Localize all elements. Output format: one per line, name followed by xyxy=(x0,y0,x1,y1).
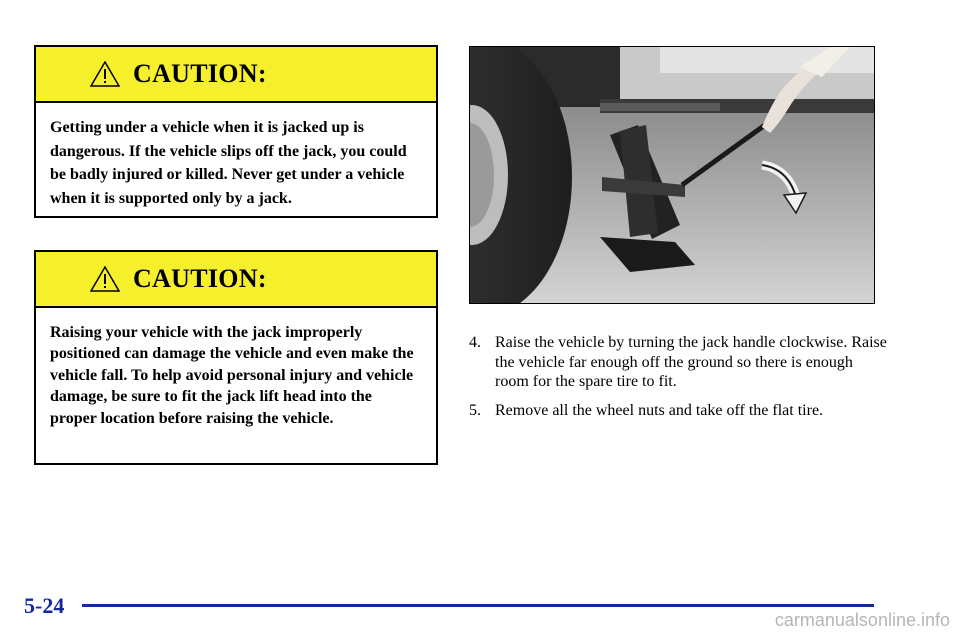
warning-triangle-icon xyxy=(90,266,120,292)
caution-box xyxy=(34,250,438,465)
caution-header xyxy=(36,252,436,308)
page-number: 5-24 xyxy=(24,593,65,618)
step-number: 4. xyxy=(469,334,481,351)
step-text: Remove all the wheel nuts and take off the flat tire. xyxy=(495,401,824,419)
step-number: 5. xyxy=(469,401,481,419)
watermark-text: carmanualsonline.info xyxy=(774,610,950,630)
list-item xyxy=(469,333,889,392)
caution-box xyxy=(34,45,438,218)
jack-illustration xyxy=(470,47,875,304)
step-text: Raise the vehicle by turning the jack handle clockwise. Raise the vehicle far enough off the ground so there is enough room for the spare tire to fit. xyxy=(495,334,887,390)
footer-rule xyxy=(82,604,874,607)
caution-title: CAUTION: xyxy=(133,59,267,88)
caution-title: CAUTION: xyxy=(133,264,267,293)
list-item xyxy=(469,401,889,421)
caution-text: Getting under a vehicle when it is jacked up is dangerous. If the vehicle slips off the jack, you could be badly injured or killed. Never get under a vehicle when it is supported only by a jack. xyxy=(50,119,407,207)
caution-text: Raising your vehicle with the jack improperly positioned can damage the vehicle and even make the vehicle fall. To help avoid personal injury and vehicle damage, be sure to fit the jack lift head into the proper location before raising the vehicle. xyxy=(50,324,414,427)
caution-header xyxy=(36,47,436,103)
jack-photo xyxy=(469,46,875,304)
instruction-steps xyxy=(469,333,889,429)
warning-triangle-icon xyxy=(90,61,120,87)
